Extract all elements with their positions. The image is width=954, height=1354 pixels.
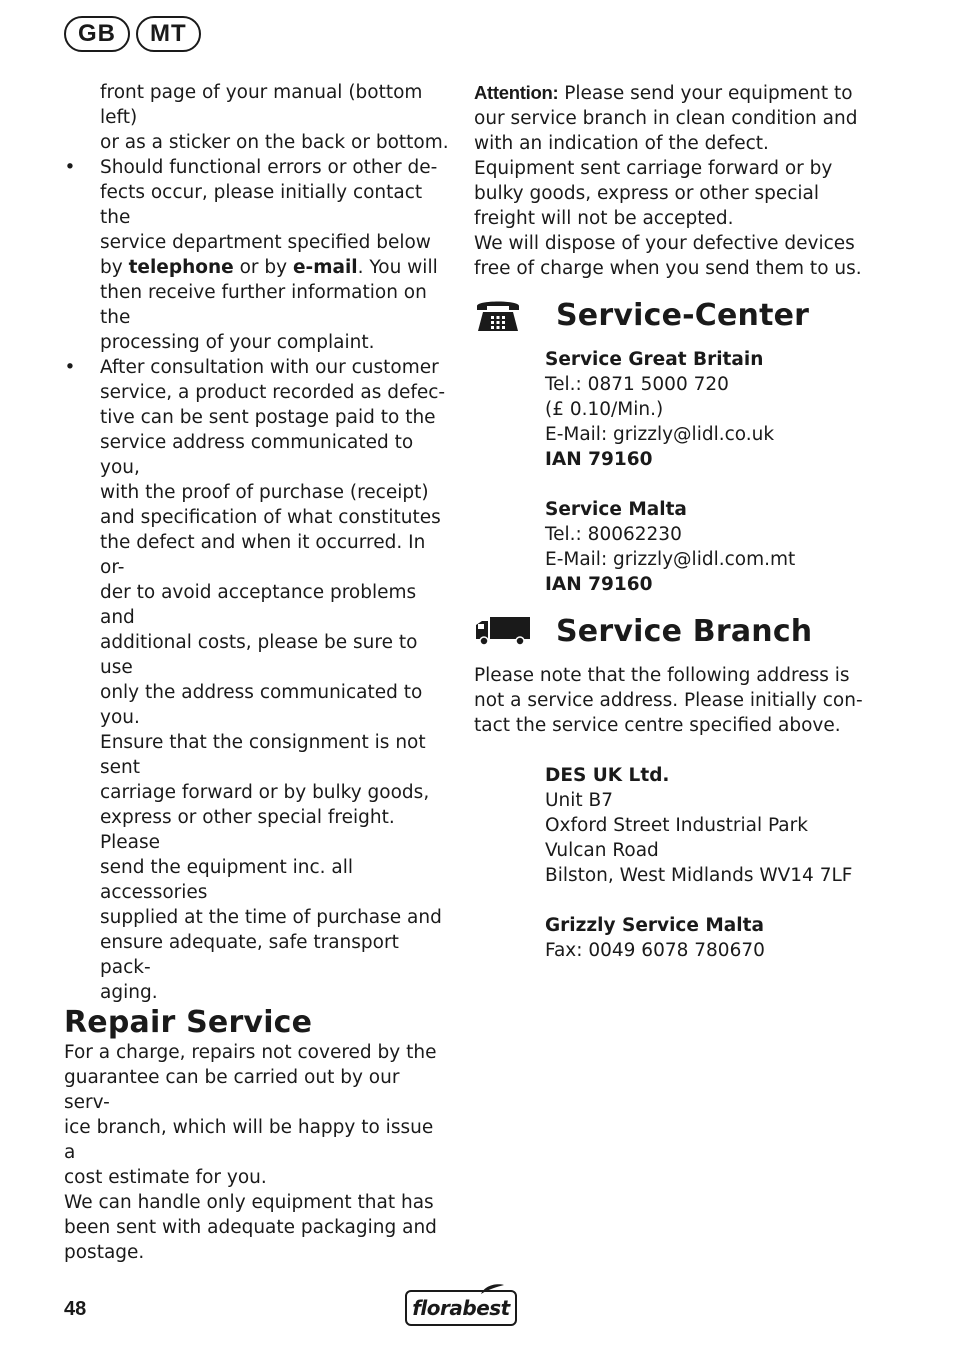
text-line: service department specified below (100, 232, 431, 253)
service-gb-block (474, 347, 874, 597)
badge-mt: MT (136, 16, 201, 52)
text-fragment: Service Malta (545, 499, 687, 520)
bullet-list (64, 155, 449, 1005)
attention-text (474, 106, 874, 281)
service-mt-tel: Tel.: 80062230 (545, 524, 682, 545)
text-fragment: Grizzly Service Malta (545, 915, 764, 936)
text-line: bulky goods, express or other special (474, 183, 820, 204)
text-fragment: IAN 79160 (545, 449, 653, 470)
text-line: free of charge when you send them to us. (474, 258, 862, 279)
text-line: We can handle only equipment that has (64, 1192, 434, 1213)
grizzly-fax: Fax: 0049 6078 780670 (545, 940, 765, 961)
service-gb-rate: (£ 0.10/Min.) (545, 399, 664, 420)
text-line: We will dispose of your defective devices (474, 233, 855, 254)
text-line: tact the service centre specified above. (474, 715, 841, 736)
text-line: Ensure that the consignment is not sent (100, 732, 426, 778)
address-line: Unit B7 (545, 790, 614, 811)
attention-first-line (474, 80, 874, 106)
text-line: ice branch, which will be happy to issue a (64, 1117, 434, 1163)
florabest-logo (405, 1290, 517, 1326)
intro-text (64, 80, 449, 155)
service-gb-name (545, 347, 874, 372)
telephone-icon (474, 295, 544, 335)
text-line: fects occur, please initially contact the (100, 182, 423, 228)
telephone-emphasis: telephone (128, 257, 234, 278)
repair-service-title: Repair Service (64, 1005, 313, 1040)
des-address-block (474, 763, 874, 963)
email-emphasis: e-mail (292, 257, 358, 278)
text-fragment: DES UK Ltd. (545, 765, 670, 786)
text-fragment: Please send your equipment to (558, 83, 853, 104)
left-column (64, 80, 449, 1265)
text-line (100, 255, 449, 280)
text-line: guarantee can be carried out by our serv- (64, 1067, 400, 1113)
badge-gb: GB (64, 16, 130, 52)
text-line: processing of your complaint. (100, 332, 375, 353)
service-branch-text (474, 663, 874, 738)
service-branch-title: Service Branch (556, 613, 813, 649)
text-line: then receive further information on the (100, 282, 427, 328)
text-line: front page of your manual (bottom left) (100, 82, 423, 128)
text-line: supplied at the time of purchase and (100, 907, 442, 928)
text-line: with the proof of purchase (receipt) (100, 482, 429, 503)
text-line: service address communicated to you, (100, 432, 414, 478)
service-gb-ian (545, 447, 874, 472)
text-fragment: IAN 79160 (545, 574, 653, 595)
text-line: or as a sticker on the back or bottom. (100, 132, 449, 153)
bullet-icon: • (64, 357, 76, 378)
service-branch-header (474, 609, 874, 653)
bullet-item-contact (64, 155, 449, 355)
text-line: ensure adequate, safe transport pack- (100, 932, 399, 978)
grizzly-name (545, 913, 874, 938)
right-column (474, 80, 874, 963)
address-line: Bilston, West Midlands WV14 7LF (545, 865, 853, 886)
text-line: send the equipment inc. all accessories (100, 857, 354, 903)
service-gb-email: E-Mail: grizzly@lidl.co.uk (545, 424, 775, 445)
service-center-title: Service-Center (556, 297, 810, 333)
text-line: freight will not be accepted. (474, 208, 734, 229)
truck-icon (474, 611, 544, 651)
service-mt-email: E-Mail: grizzly@lidl.com.mt (545, 549, 796, 570)
text-line: and specification of what constitutes (100, 507, 441, 528)
text-line: been sent with adequate packaging and (64, 1217, 437, 1238)
service-mt-name (545, 497, 874, 522)
text-fragment: . You will (357, 257, 438, 278)
address-line: Vulcan Road (545, 840, 659, 861)
text-line: Please note that the following address is (474, 665, 850, 686)
text-line: our service branch in clean condition and (474, 108, 858, 129)
service-mt-ian (545, 572, 874, 597)
text-line: the defect and when it occurred. In or- (100, 532, 426, 578)
page-number: 48 (64, 1298, 87, 1320)
attention-label: Attention: (474, 82, 559, 103)
text-line: cost estimate for you. (64, 1167, 267, 1188)
service-gb-tel: Tel.: 0871 5000 720 (545, 374, 729, 395)
service-center-header (474, 293, 874, 337)
leaf-icon (479, 1283, 505, 1295)
text-line: service, a product recorded as defec- (100, 382, 446, 403)
logo-text: florabest (412, 1296, 510, 1320)
bullet-item-consultation (64, 355, 449, 1005)
text-line: After consultation with our customer (100, 357, 439, 378)
text-line: tive can be sent postage paid to the (100, 407, 436, 428)
text-line: additional costs, please be sure to use (100, 632, 418, 678)
text-line: aging. (100, 982, 158, 1003)
text-line: carriage forward or by bulky goods, (100, 782, 430, 803)
des-name (545, 763, 874, 788)
text-line: only the address communicated to you. (100, 682, 423, 728)
text-line: der to avoid acceptance problems and (100, 582, 417, 628)
text-fragment: or by (233, 257, 293, 278)
language-badges (64, 16, 201, 52)
text-line: Should functional errors or other de- (100, 157, 438, 178)
repair-service-text (64, 1040, 449, 1265)
text-line: not a service address. Please initially con- (474, 690, 863, 711)
bullet-icon: • (64, 157, 76, 178)
text-fragment: by (100, 257, 129, 278)
text-fragment: Service Great Britain (545, 349, 764, 370)
text-line: postage. (64, 1242, 145, 1263)
text-line: with an indication of the defect. (474, 133, 769, 154)
text-line: express or other special freight. Please (100, 807, 395, 853)
address-line: Oxford Street Industrial Park (545, 815, 808, 836)
text-line: Equipment sent carriage forward or by (474, 158, 833, 179)
text-line: For a charge, repairs not covered by the (64, 1042, 437, 1063)
